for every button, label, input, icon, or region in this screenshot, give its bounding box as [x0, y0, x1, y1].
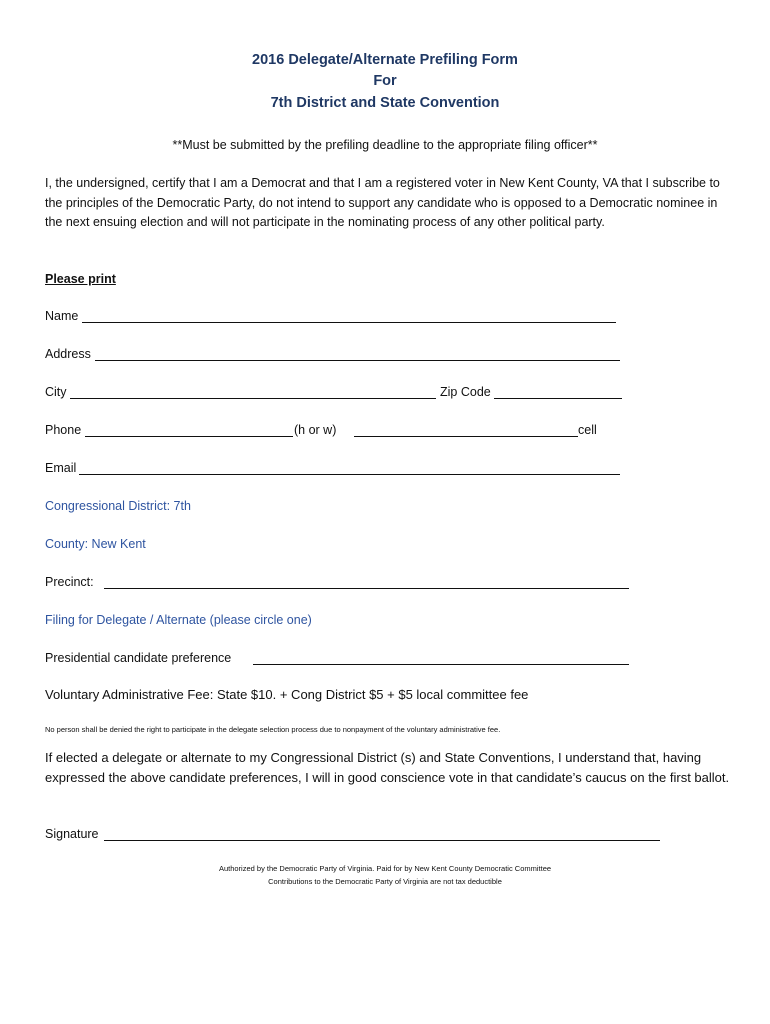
signature-label: Signature — [45, 827, 99, 841]
phone-cell-field[interactable] — [354, 436, 578, 437]
phone-home-work-field[interactable] — [85, 436, 293, 437]
address-label: Address — [45, 347, 91, 361]
fee-text: Voluntary Administrative Fee: State $10. + Cong District $5 + $5 local committee fee — [45, 687, 529, 702]
please-print-heading: Please print — [45, 272, 116, 286]
form-title-line1: 2016 Delegate/Alternate Prefiling Form — [252, 52, 518, 68]
footer-authorization: Authorized by the Democratic Party of Virginia. Paid for by New Kent County Democratic Committee — [218, 864, 552, 873]
signature-field[interactable] — [104, 840, 660, 841]
phone-label: Phone — [45, 423, 82, 437]
name-field[interactable] — [82, 322, 616, 323]
fee-note: No person shall be denied the right to participate in the delegate selection process due to nonpayment of the voluntary administrative fee. — [45, 725, 501, 734]
certification-text: I, the undersigned, certify that I am a Democrat and that I am a registered voter in New Kent County, VA that I subscribe to the principles of the Democratic Party, do not intend to support any candidate who is opposed to a Democratic nominee in the next ensuing election and will not participate in the nominating process of any other political party. — [45, 176, 720, 229]
email-field[interactable] — [79, 474, 620, 475]
presidential-preference-label: Presidential candidate preference — [45, 651, 232, 665]
city-label: City — [45, 385, 67, 399]
home-work-label: (h or w) — [294, 423, 337, 437]
presidential-preference-field[interactable] — [253, 664, 629, 665]
address-field[interactable] — [95, 360, 620, 361]
city-field[interactable] — [70, 398, 436, 399]
precinct-field[interactable] — [104, 588, 629, 589]
zip-code-field[interactable] — [494, 398, 622, 399]
footer-tax-note: Contributions to the Democratic Party of Virginia are not tax deductible — [268, 877, 502, 886]
name-label: Name — [45, 309, 79, 323]
precinct-label: Precinct: — [45, 575, 94, 589]
cell-label: cell — [578, 423, 597, 437]
congressional-district: Congressional District: 7th — [45, 499, 191, 513]
pledge-text: If elected a delegate or alternate to my Congressional District (s) and State Conventions, I understand that, having expressed the above candidate preferences, I will in good conscience vote in that candidate’s caucus on the first ballot. — [45, 750, 730, 785]
county: County: New Kent — [45, 537, 146, 551]
filing-for-choice[interactable]: Filing for Delegate / Alternate (please circle one) — [45, 613, 312, 627]
form-title-line2: For — [373, 73, 397, 89]
form-title-line3: 7th District and State Convention — [270, 95, 500, 111]
email-label: Email — [45, 461, 77, 475]
deadline-note: **Must be submitted by the prefiling deadline to the appropriate filing officer** — [172, 138, 598, 152]
zip-code-label: Zip Code — [440, 385, 491, 399]
